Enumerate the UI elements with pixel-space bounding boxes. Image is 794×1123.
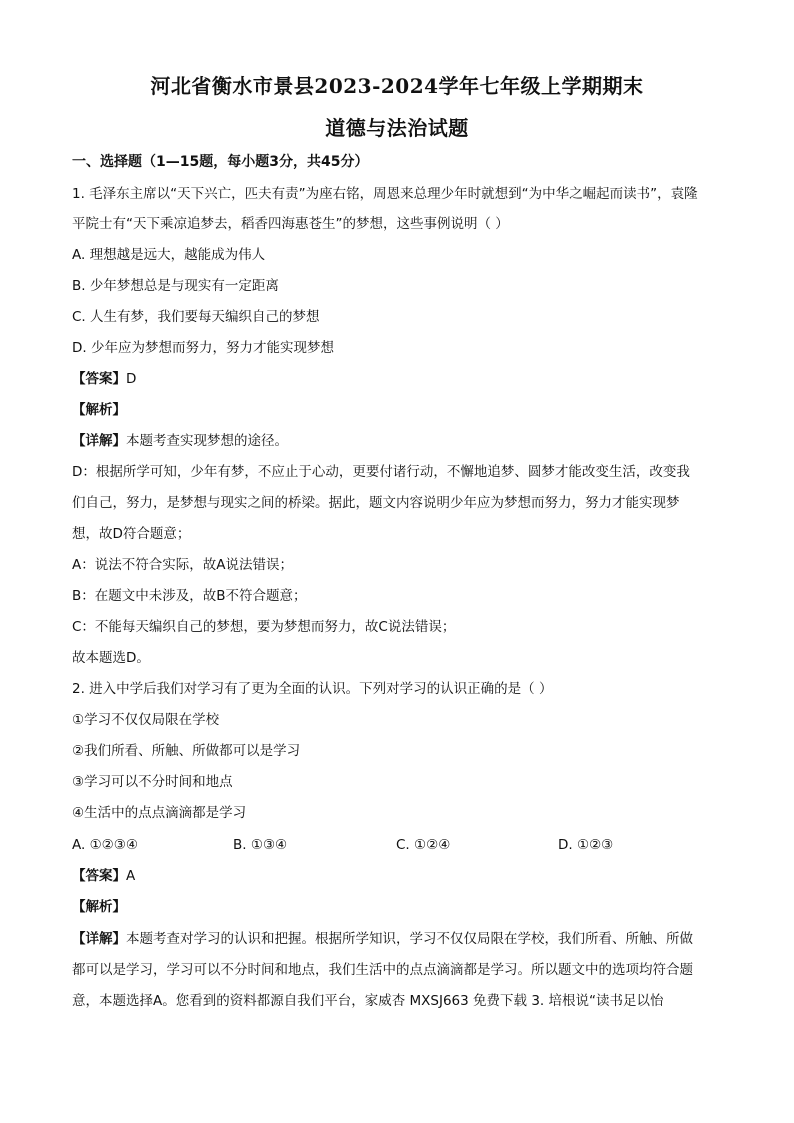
- q1-explanation-d-line3: 想，故D符合题意；: [72, 526, 191, 542]
- q1-explanation-d-line2: 们自己，努力，是梦想与现实之间的桥梁。据此，题文内容说明少年应为梦想而努力，努力才能实现梦: [72, 495, 680, 511]
- q1-stem-line2: 平院士有“天下乘凉追梦去，稻香四海惠苍生”的梦想，这些事例说明（ ）: [72, 216, 509, 232]
- detail-text: 本题考查对学习的认识和把握。根据所学知识，学习不仅仅局限在学校，我们所看、所触、所做: [126, 931, 693, 947]
- q1-stem-line1: 1. 毛泽东主席以“天下兴亡，匹夫有责”为座右铭，周恩来总理少年时就想到“为中华之崛起而读书”，袁隆: [72, 186, 698, 202]
- q2-detail-line2: 都可以是学习，学习可以不分时间和地点，我们生活中的点点滴滴都是学习。所以题文中的选项均符合题: [72, 962, 693, 978]
- q1-detail-row: [72, 431, 722, 451]
- detail-text: 本题考查实现梦想的途径。: [126, 433, 288, 449]
- q1-option-d: D. 少年应为梦想而努力，努力才能实现梦想: [72, 340, 334, 356]
- q1-conclusion: 故本题选D。: [72, 650, 150, 666]
- q2-item-3: ③学习可以不分时间和地点: [72, 774, 233, 790]
- answer-value: A: [126, 868, 136, 884]
- section-heading: 一、选择题（1—15题，每小题3分，共45分）: [72, 154, 369, 170]
- q1-option-a: A. 理想越是远大，越能成为伟人: [72, 247, 266, 263]
- q1-analysis-tag: [72, 400, 722, 420]
- q2-option-d: D. ①②③: [558, 837, 614, 853]
- q1-explanation-b: B：在题文中未涉及，故B不符合题意；: [72, 588, 307, 604]
- q2-option-b: B. ①③④: [233, 837, 288, 853]
- detail-tag: 【详解】: [72, 433, 126, 449]
- document-title: 河北省衡水市景县2023-2024学年七年级上学期期末: [150, 74, 644, 98]
- q2-stem: 2. 进入中学后我们对学习有了更为全面的认识。下列对学习的认识正确的是（ ）: [72, 681, 553, 697]
- detail-tag: 【详解】: [72, 931, 126, 947]
- analysis-tag: 【解析】: [72, 402, 126, 418]
- q2-answer-row: [72, 866, 722, 886]
- q1-explanation-a: A：说法不符合实际，故A说法错误；: [72, 557, 293, 573]
- q2-item-2: ②我们所看、所触、所做都可以是学习: [72, 743, 301, 759]
- q1-answer-row: [72, 369, 722, 389]
- answer-tag: 【答案】: [72, 371, 126, 387]
- document-subtitle: 道德与法治试题: [325, 116, 469, 140]
- q2-item-4: ④生活中的点点滴滴都是学习: [72, 805, 247, 821]
- q1-explanation-c: C：不能每天编织自己的梦想，要为梦想而努力，故C说法错误；: [72, 619, 456, 635]
- q1-option-b: B. 少年梦想总是与现实有一定距离: [72, 278, 279, 294]
- analysis-tag: 【解析】: [72, 899, 126, 915]
- q2-detail-line3: 意，本题选择A。您看到的资料都源自我们平台，家威杏 MXSJ663 免费下载 3. 培根说“读书足以怡: [72, 993, 664, 1009]
- q2-analysis-tag: [72, 897, 722, 917]
- q1-explanation-d-line1: D：根据所学可知，少年有梦，不应止于心动，更要付诸行动，不懈地追梦、圆梦才能改变生活，改变我: [72, 464, 690, 480]
- q2-item-1: ①学习不仅仅局限在学校: [72, 712, 220, 728]
- answer-value: D: [126, 371, 137, 387]
- answer-tag: 【答案】: [72, 868, 126, 884]
- q1-option-c: C. 人生有梦，我们要每天编织自己的梦想: [72, 309, 320, 325]
- q2-detail-row: [72, 929, 722, 949]
- q2-option-a: A. ①②③④: [72, 837, 138, 853]
- q2-option-c: C. ①②④: [396, 837, 451, 853]
